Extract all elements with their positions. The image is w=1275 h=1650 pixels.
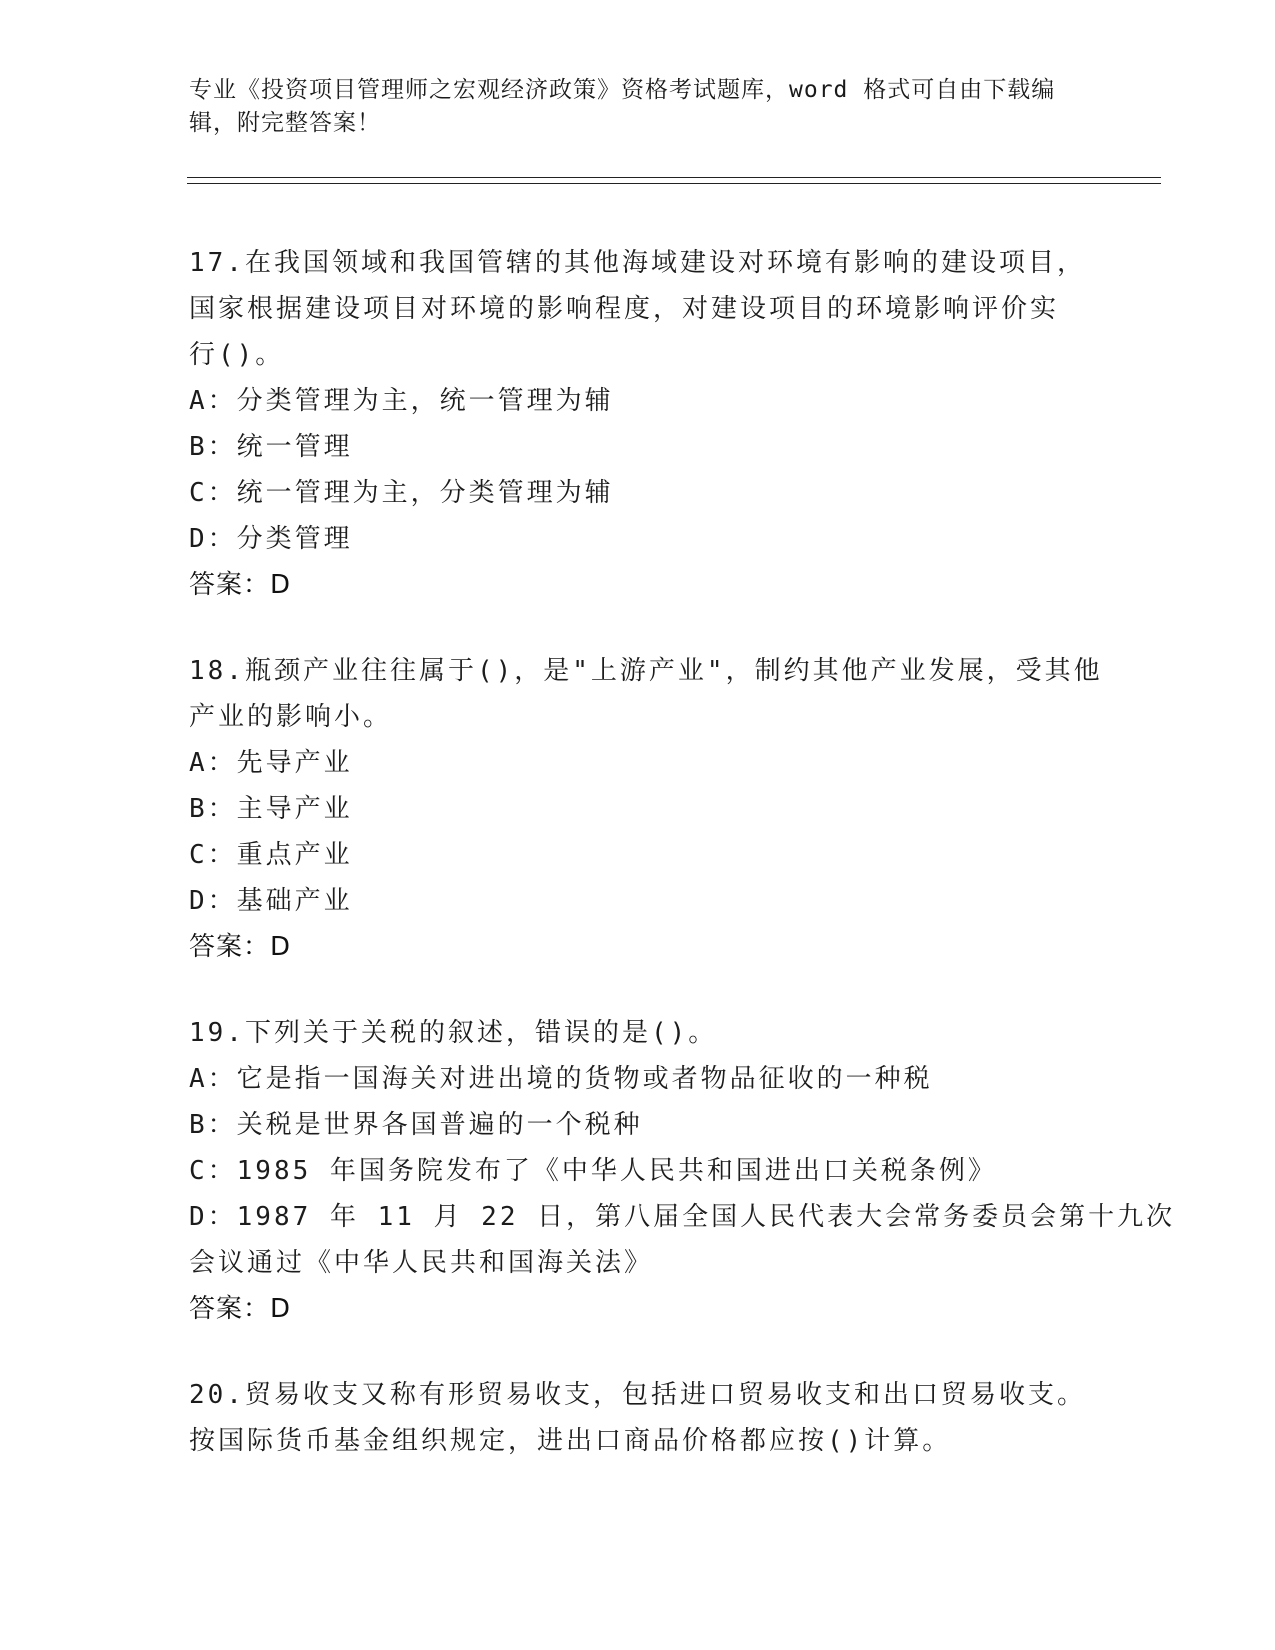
header-divider-top	[187, 177, 1161, 178]
question-19	[189, 1010, 1176, 1332]
option-d: D：基础产业	[189, 886, 353, 916]
question-stem-line: 按国际货币基金组织规定，进出口商品价格都应按()计算。	[189, 1426, 952, 1456]
option-d: D：分类管理	[189, 524, 353, 554]
option-c: C：重点产业	[189, 840, 353, 870]
question-stem-line: 20.贸易收支又称有形贸易收支，包括进口贸易收支和出口贸易收支。	[189, 1380, 1086, 1410]
question-stem-line: 国家根据建设项目对环境的影响程度，对建设项目的环境影响评价实	[189, 294, 1060, 324]
question-stem-line: 18.瓶颈产业往往属于()，是"上游产业"，制约其他产业发展，受其他	[189, 656, 1103, 686]
answer-line: 答案：D	[189, 932, 292, 962]
header-line-2: 辑，附完整答案！	[189, 110, 381, 136]
answer-line: 答案：D	[189, 1294, 292, 1324]
question-stem-line: 行()。	[189, 340, 285, 370]
question-stem-line: 19.下列关于关税的叙述，错误的是()。	[189, 1018, 718, 1048]
question-stem-line: 产业的影响小。	[189, 702, 393, 732]
option-a: A：先导产业	[189, 748, 353, 778]
option-d-continued: 会议通过《中华人民共和国海关法》	[189, 1248, 654, 1278]
option-a: A：它是指一国海关对进出境的货物或者物品征收的一种税	[189, 1064, 933, 1094]
question-list	[189, 240, 1176, 1504]
option-b: B：主导产业	[189, 794, 353, 824]
header-divider-bottom	[187, 183, 1161, 184]
option-c: C：统一管理为主，分类管理为辅	[189, 478, 614, 508]
option-d: D：1987 年 11 月 22 日，第八届全国人民代表大会常务委员会第十九次	[189, 1202, 1176, 1232]
option-c: C：1985 年国务院发布了《中华人民共和国进出口关税条例》	[189, 1156, 997, 1186]
question-18	[189, 648, 1103, 970]
document-header	[189, 74, 1089, 140]
header-line-1: 专业《投资项目管理师之宏观经济政策》资格考试题库，word 格式可自由下载编	[189, 77, 1056, 103]
answer-line: 答案：D	[189, 570, 292, 600]
question-stem-line: 17.在我国领域和我国管辖的其他海域建设对环境有影响的建设项目，	[189, 248, 1086, 278]
option-b: B：关税是世界各国普遍的一个税种	[189, 1110, 643, 1140]
question-20	[189, 1372, 1089, 1464]
option-a: A：分类管理为主，统一管理为辅	[189, 386, 614, 416]
question-17	[189, 240, 1089, 608]
option-b: B：统一管理	[189, 432, 353, 462]
